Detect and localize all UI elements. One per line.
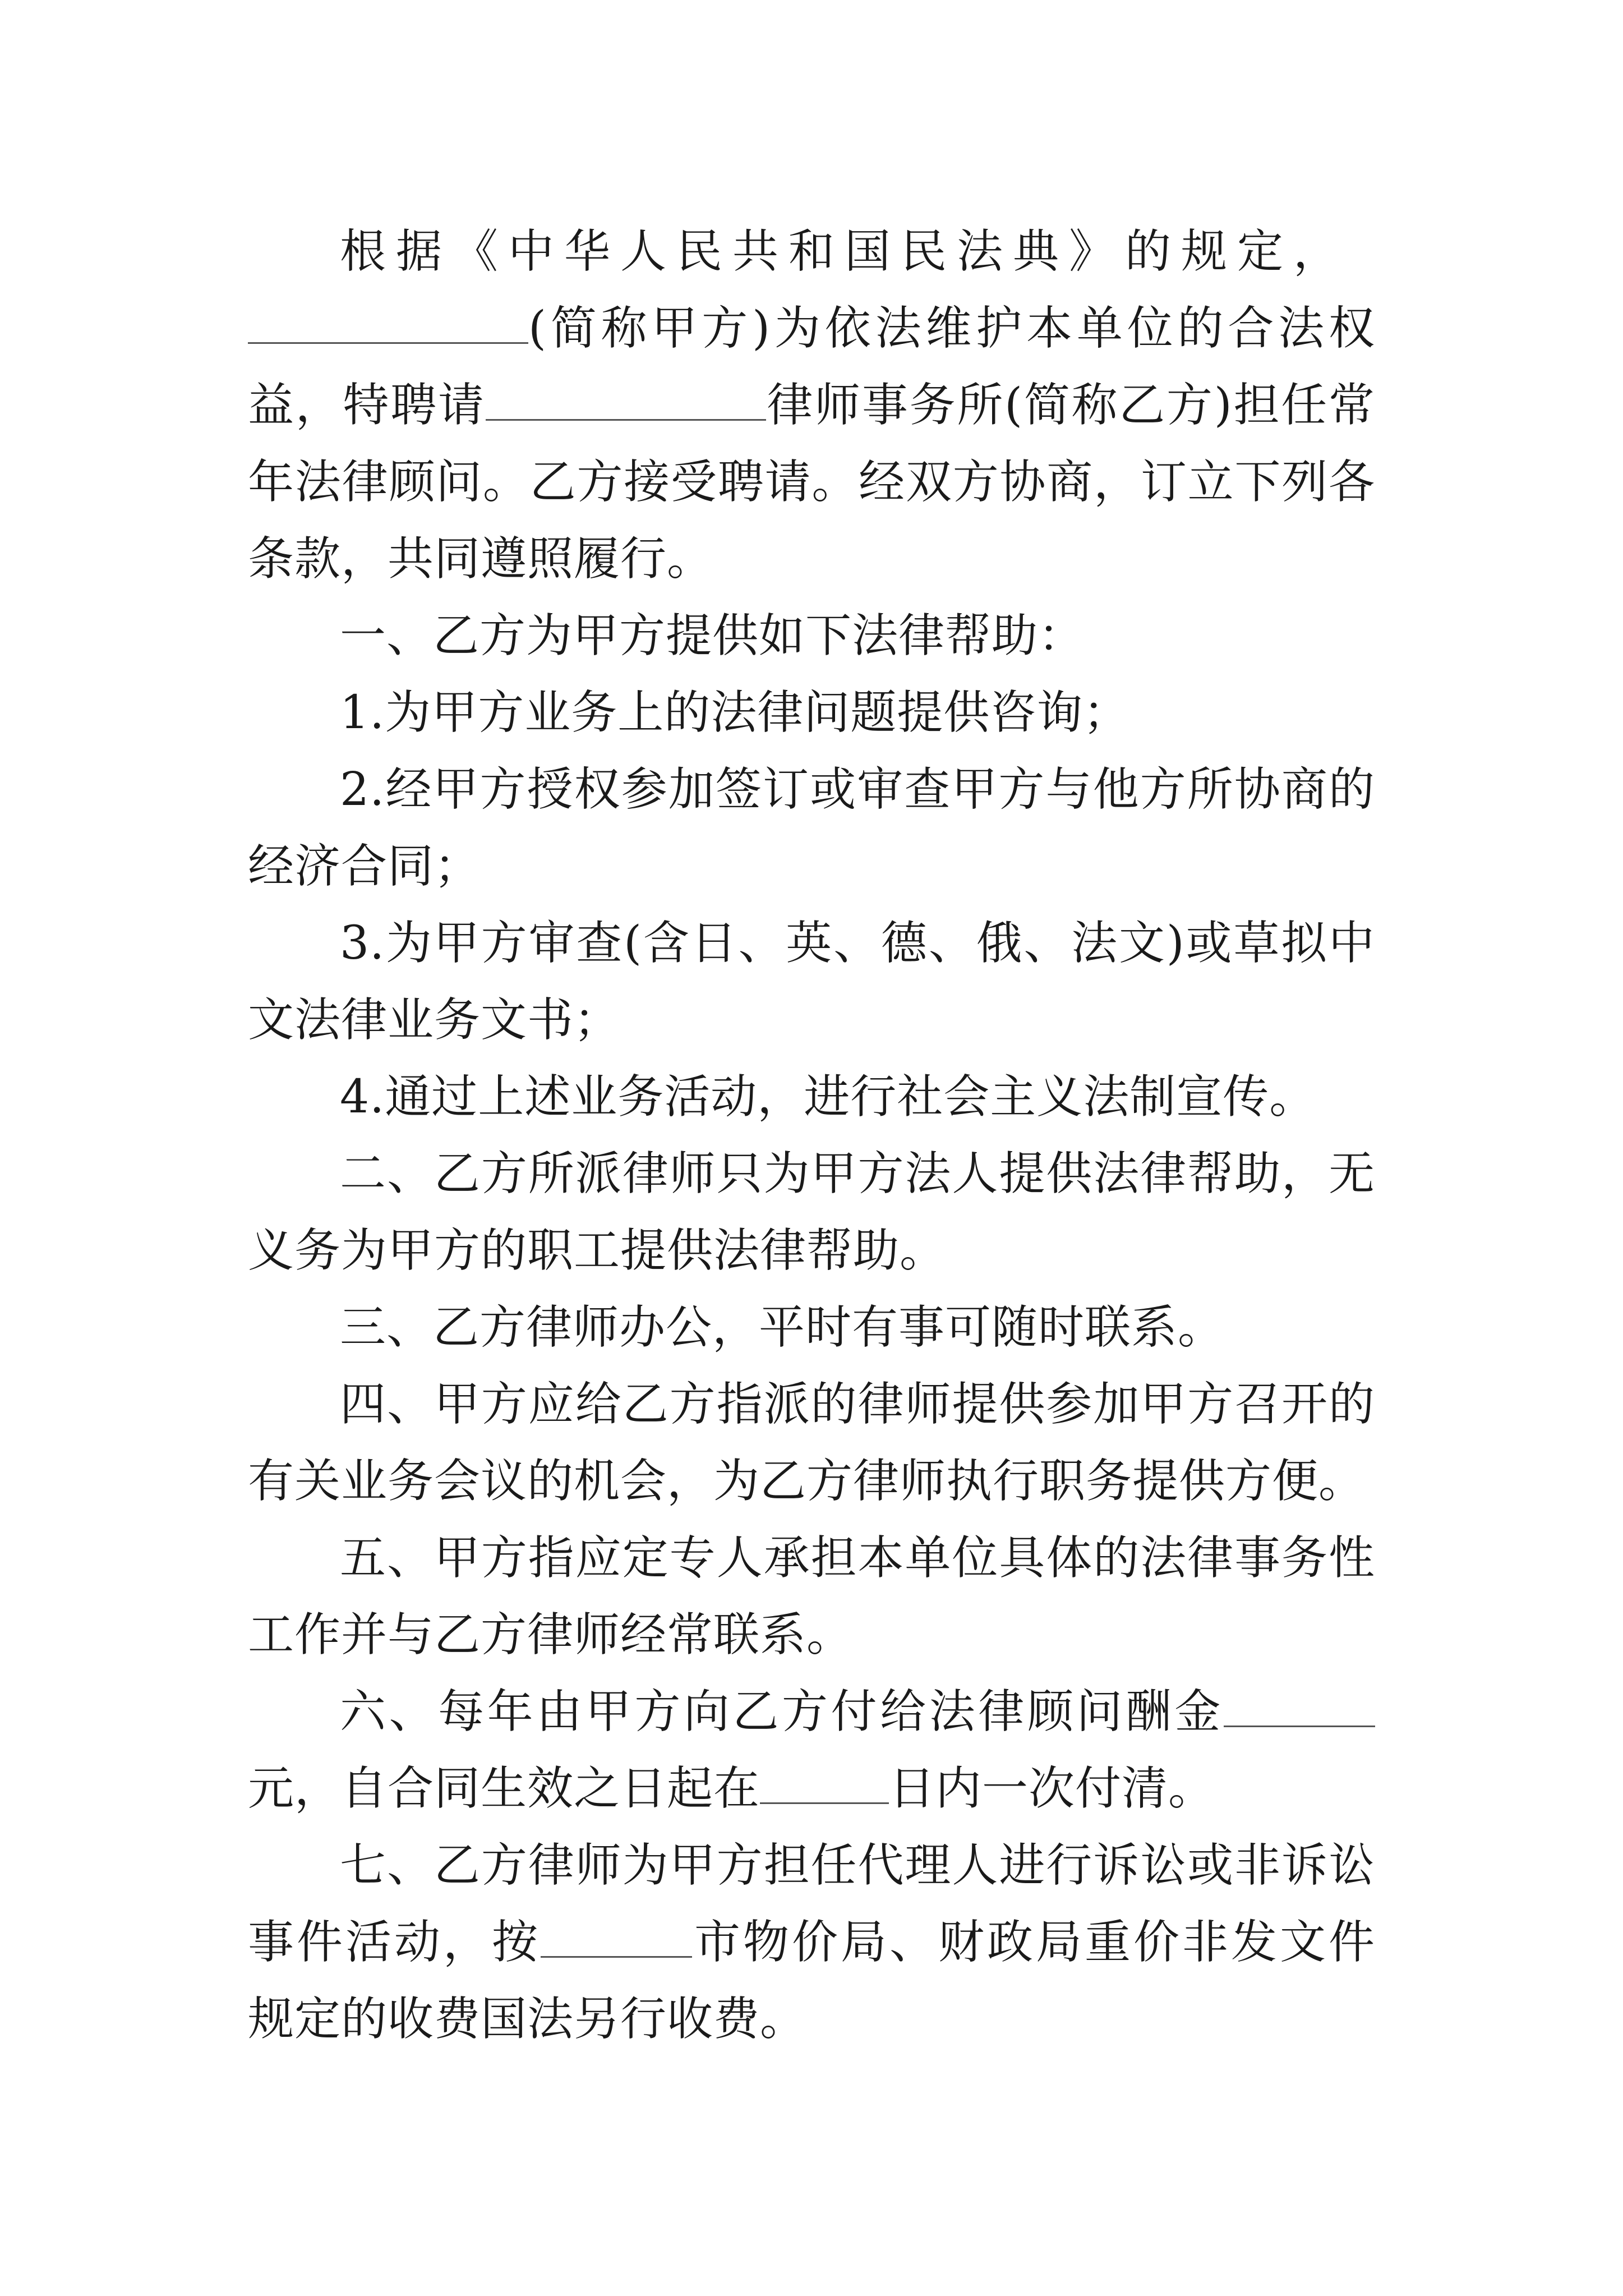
clause-4	[248, 1366, 1375, 1520]
clause-1-item-1	[248, 674, 1375, 751]
clause-2-text: 二、乙方所派律师只为甲方法人提供法律帮助，无义务为甲方的职工提供法律帮助。	[248, 1147, 1375, 1277]
party-a-name-blank[interactable]	[248, 303, 528, 344]
clause-7-text-2: 市物价局、财政局重价非发文件规定的收费国法另行收费。	[248, 1916, 1375, 2046]
clause-1-item-3-text: 3.为甲方审查(含日、英、德、俄、法文)或草拟中文法律业务文书；	[248, 917, 1375, 1047]
clause-1-item-4	[248, 1059, 1375, 1135]
law-firm-name-blank[interactable]	[486, 380, 766, 421]
clause-7	[248, 1827, 1375, 2058]
intro-text-3: 律师事务所(简称乙方)担任常年法律顾问。乙方接受聘请。经双方协商，订立下列各条款，共同遵照履行。	[248, 379, 1375, 586]
payment-days-blank[interactable]	[760, 1763, 889, 1804]
clause-5	[248, 1520, 1375, 1673]
clause-7-text-1: 七、乙方律师为甲方担任代理人进行诉讼或非诉讼事件活动，按	[248, 1839, 1375, 1969]
clause-1-item-4-text: 4.通过上述业务活动，进行社会主义法制宣传。	[340, 1070, 1316, 1124]
contract-body	[248, 213, 1375, 2058]
city-name-blank[interactable]	[541, 1917, 692, 1958]
intro-text-2: (简称甲方)为依法维护本单位的合法权益，特聘请	[248, 302, 1375, 432]
clause-1-heading-text: 一、乙方为甲方提供如下法律帮助：	[340, 609, 1085, 662]
intro-line-1	[248, 213, 1375, 290]
clause-5-text: 五、甲方指应定专人承担本单位具体的法律事务性工作并与乙方律师经常联系。	[248, 1531, 1375, 1662]
clause-3-text: 三、乙方律师办公，平时有事可随时联系。	[340, 1301, 1225, 1354]
clause-6-text-2: 元，自合同生效之日起在	[248, 1762, 760, 1815]
clause-1-item-2	[248, 751, 1375, 905]
intro-paragraph	[248, 290, 1375, 597]
clause-2	[248, 1135, 1375, 1289]
clause-1-item-2-text: 2.经甲方授权参加签订或审查甲方与他方所协商的经济合同；	[248, 763, 1375, 893]
fee-amount-blank[interactable]	[1224, 1686, 1375, 1727]
intro-text-1: 根据《中华人民共和国民法典》的规定，	[340, 225, 1350, 278]
clause-6	[248, 1673, 1375, 1827]
clause-1-item-1-text: 1.为甲方业务上的法律问题提供咨询；	[340, 686, 1130, 739]
clause-6-text-1: 六、每年由甲方向乙方付给法律顾问酬金	[340, 1685, 1224, 1738]
clause-1-heading	[248, 597, 1375, 674]
clause-1-item-3	[248, 905, 1375, 1059]
clause-4-text: 四、甲方应给乙方指派的律师提供参加甲方召开的有关业务会议的机会，为乙方律师执行职务提供方便。	[248, 1378, 1375, 1508]
clause-3	[248, 1289, 1375, 1366]
clause-6-text-3: 日内一次付清。	[889, 1762, 1215, 1815]
